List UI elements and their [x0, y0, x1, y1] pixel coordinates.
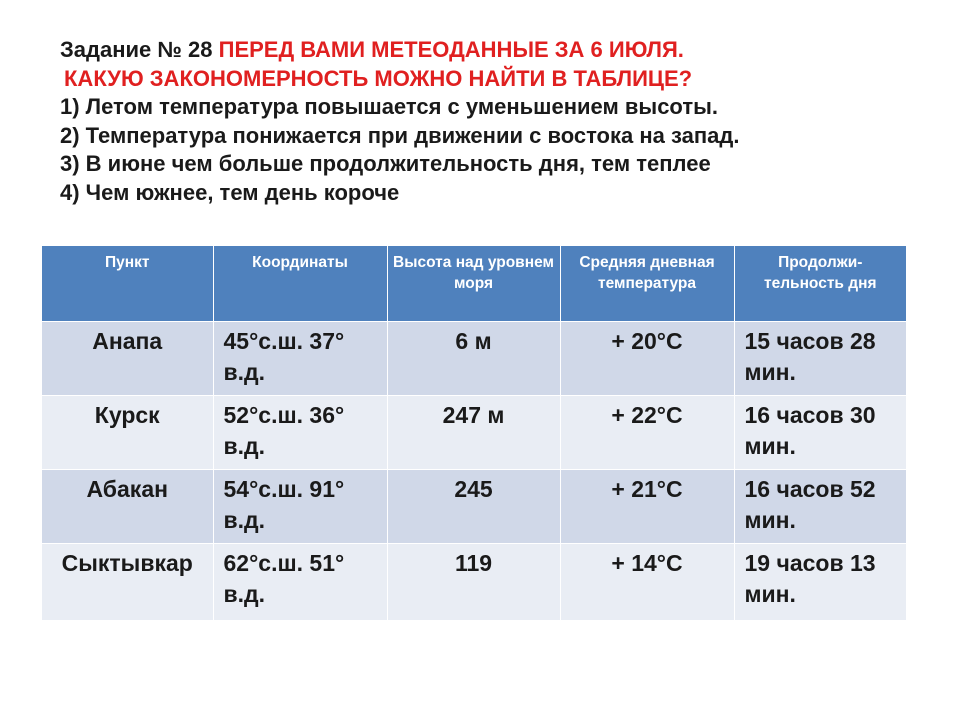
- table-row: [42, 469, 906, 543]
- task-title-part1: ПЕРЕД ВАМИ МЕТЕОДАННЫЕ ЗА 6 ИЮЛЯ.: [218, 37, 684, 62]
- cell-temperature: + 20°С: [560, 321, 734, 395]
- cell-altitude: 245: [387, 469, 560, 543]
- table-row: [42, 321, 906, 395]
- header-temperature: Средняя дневная температура: [560, 246, 734, 321]
- cell-point: Сыктывкар: [42, 543, 213, 620]
- table-row: [42, 543, 906, 620]
- table-header-row: [42, 246, 906, 321]
- header-coordinates: Координаты: [213, 246, 387, 321]
- cell-point: Абакан: [42, 469, 213, 543]
- task-label: Задание № 28: [60, 37, 213, 62]
- cell-day-length: 15 часов 28 мин.: [734, 321, 906, 395]
- meteo-table: [42, 246, 906, 620]
- cell-temperature: + 14°С: [560, 543, 734, 620]
- cell-altitude: 247 м: [387, 395, 560, 469]
- task-text: [60, 36, 920, 207]
- cell-coordinates: 45°с.ш. 37° в.д.: [213, 321, 387, 395]
- cell-coordinates: 52°с.ш. 36° в.д.: [213, 395, 387, 469]
- cell-day-length: 19 часов 13 мин.: [734, 543, 906, 620]
- cell-point: Анапа: [42, 321, 213, 395]
- task-title-line: [60, 36, 920, 65]
- header-point: Пункт: [42, 246, 213, 321]
- cell-temperature: + 22°С: [560, 395, 734, 469]
- cell-point: Курск: [42, 395, 213, 469]
- cell-coordinates: 54°с.ш. 91° в.д.: [213, 469, 387, 543]
- option-1: 1) Летом температура повышается с уменьшением высоты.: [60, 94, 718, 119]
- header-day-length: Продолжи-тельность дня: [734, 246, 906, 321]
- cell-altitude: 6 м: [387, 321, 560, 395]
- cell-coordinates: 62°с.ш. 51° в.д.: [213, 543, 387, 620]
- table-row: [42, 395, 906, 469]
- cell-temperature: + 21°С: [560, 469, 734, 543]
- task-title-part2: КАКУЮ ЗАКОНОМЕРНОСТЬ МОЖНО НАЙТИ В ТАБЛИЦЕ?: [64, 65, 693, 91]
- option-4: 4) Чем южнее, тем день короче: [60, 179, 400, 205]
- header-altitude: Высота над уровнем моря: [387, 246, 560, 321]
- option-3: 3) В июне чем больше продолжительность дня, тем теплее: [60, 151, 711, 176]
- option-2: 2) Температура понижается при движении с востока на запад.: [60, 122, 740, 148]
- cell-day-length: 16 часов 52 мин.: [734, 469, 906, 543]
- cell-altitude: 119: [387, 543, 560, 620]
- cell-day-length: 16 часов 30 мин.: [734, 395, 906, 469]
